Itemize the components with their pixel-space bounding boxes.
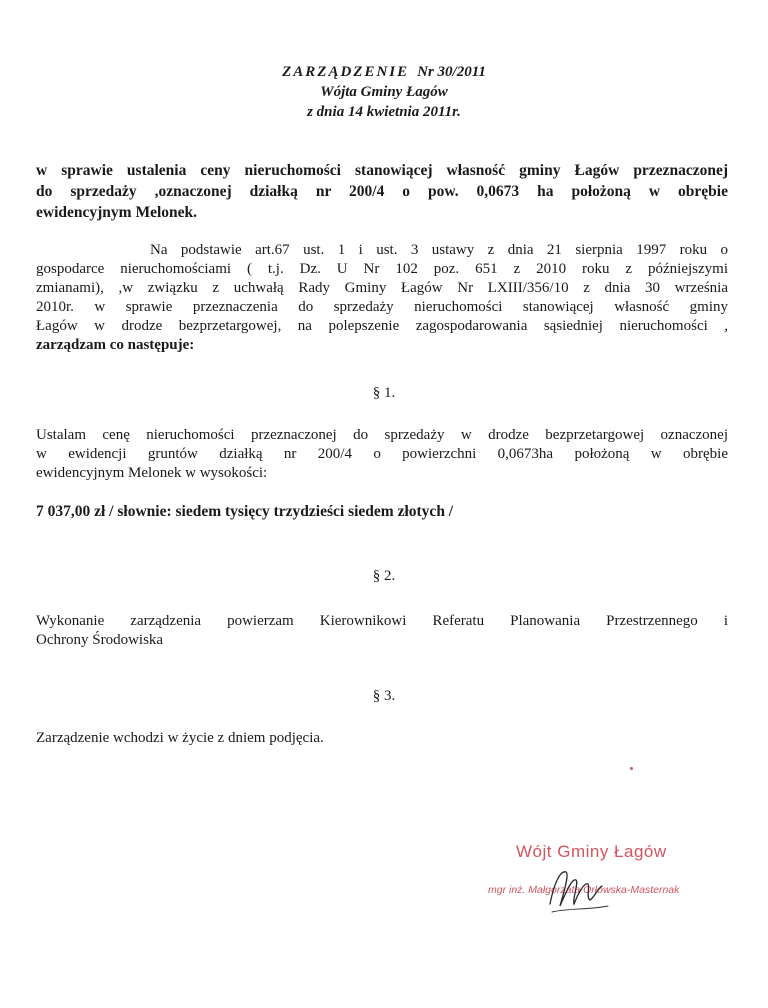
ink-speck	[630, 767, 633, 770]
handwritten-signature-icon	[544, 864, 614, 916]
section-2-line: Ochrony Środowiska	[36, 632, 164, 648]
preamble-line: zarządzam co następuje:	[36, 337, 195, 353]
document-header	[0, 62, 768, 122]
section-1-line: w ewidencji gruntów działką nr 200/4 o powierzchni 0,0673ha położoną w obrębie	[36, 446, 728, 462]
section-1-line: Ustalam cenę nieruchomości przeznaczonej do sprzedaży w drodze bezprzetargowej oznaczonej	[36, 427, 728, 443]
section-3-mark: § 3.	[372, 688, 396, 704]
subject-line: do sprzedaży ,oznaczonej działką nr 200/4 o pow. 0,0673 ha położoną w obrębie	[36, 183, 728, 200]
stamp-title: Wójt Gminy Łagów	[516, 842, 667, 861]
document-number: Nr 30/2011	[417, 64, 486, 80]
document-date: z dnia 14 kwietnia 2011r.	[307, 104, 461, 120]
section-3-paragraph	[36, 729, 728, 748]
section-1-paragraph	[36, 426, 728, 483]
price-amount: 7 037,00 zł / słownie: siedem tysięcy trzydzieści siedem złotych /	[36, 503, 454, 520]
signature-stamp	[488, 838, 718, 918]
document-issuer: Wójta Gminy Łagów	[320, 84, 448, 100]
stamp-name: mgr inż. Małgorzata Orłowska-Masternak	[488, 884, 680, 896]
section-2-paragraph	[36, 612, 728, 650]
section-2-mark: § 2.	[372, 568, 396, 584]
preamble-line: 2010r. w sprawie przeznaczenia do sprzedaży nieruchomości stanowiącej własność gminy	[36, 299, 728, 315]
subject-line: w sprawie ustalenia ceny nieruchomości stanowiącej własność gminy Łagów przeznaczonej	[36, 162, 728, 179]
preamble-line: zmianami), ,w związku z uchwałą Rady Gminy Łagów Nr LXIII/356/10 z dnia 30 września	[36, 280, 728, 296]
preamble-paragraph	[36, 241, 728, 355]
document-subject	[36, 160, 728, 223]
section-2-line: Wykonanie zarządzenia powierzam Kierownikowi Referatu Planowania Przestrzennego i	[36, 613, 728, 629]
section-3-line: Zarządzenie wchodzi w życie z dniem podjęcia.	[36, 730, 324, 746]
preamble-line: gospodarce nieruchomościami ( t.j. Dz. U Nr 102 poz. 651 z 2010 roku z późniejszymi	[36, 261, 728, 277]
section-1-mark: § 1.	[372, 385, 396, 401]
preamble-line: Na podstawie art.67 ust. 1 i ust. 3 ustawy z dnia 21 sierpnia 1997 roku o	[150, 242, 728, 258]
preamble-line: Łagów w drodze bezprzetargowej, na polepszenie zagospodarowania sąsiedniej nieruchomości ,	[36, 318, 728, 334]
document-title: ZARZĄDZENIE	[282, 64, 410, 80]
section-1-line: ewidencyjnym Melonek w wysokości:	[36, 465, 268, 481]
subject-line: ewidencyjnym Melonek.	[36, 204, 198, 221]
